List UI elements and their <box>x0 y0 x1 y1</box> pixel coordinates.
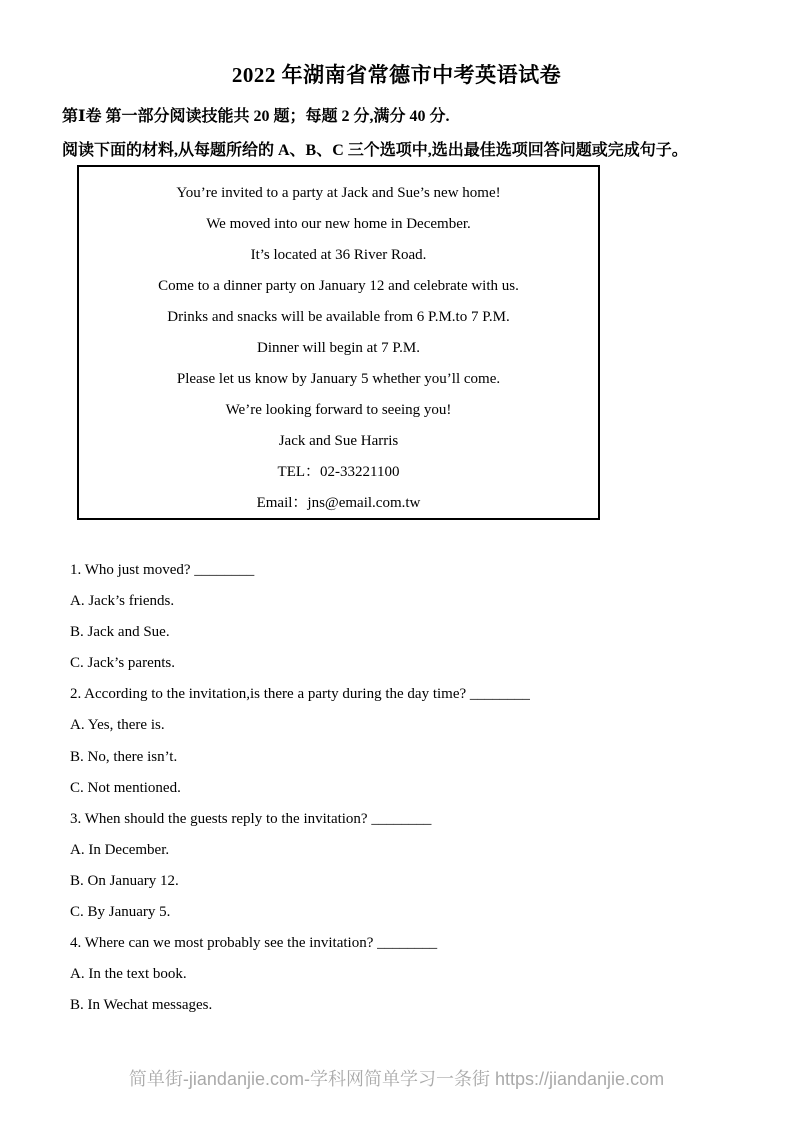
invitation-box <box>77 165 600 520</box>
invitation-line: Dinner will begin at 7 P.M. <box>257 340 420 356</box>
questions-section <box>70 555 757 1021</box>
invitation-line: We’re looking forward to seeing you! <box>225 402 452 418</box>
instruction-line: 第Ⅰ卷 第一部分阅读技能共 20 题；每题 2 分,满分 40 分. <box>62 108 450 125</box>
question-option: A. Jack’s friends. <box>70 593 175 610</box>
question-option: C. Jack’s parents. <box>70 655 175 672</box>
section-instructions <box>62 100 757 168</box>
question-prompt: 2. According to the invitation,is there a party during the day time? ________ <box>70 686 530 703</box>
invitation-line: TEL：02-33221100 <box>277 464 400 480</box>
instruction-line: 阅读下面的材料,从每题所给的 A、B、C 三个选项中,选出最佳选项回答问题或完成句子。 <box>62 142 688 159</box>
question-option: C. By January 5. <box>70 904 171 921</box>
invitation-line: Please let us know by January 5 whether you’ll come. <box>176 371 501 387</box>
question-prompt: 1. Who just moved? ________ <box>70 562 255 578</box>
invitation-line: Email：jns@email.com.tw <box>256 495 421 511</box>
watermark-footer: 简单街-jiandanjie.com-学科网简单学习一条街 https://jiandanjie.com <box>128 1069 665 1089</box>
question-prompt: 4. Where can we most probably see the invitation? ________ <box>70 935 438 952</box>
question-option: A. Yes, there is. <box>70 717 165 734</box>
question-option: B. On January 12. <box>70 872 179 889</box>
question-option: A. In December. <box>70 841 170 858</box>
invitation-line: Come to a dinner party on January 12 and celebrate with us. <box>158 278 519 294</box>
page-title: 2022 年湖南省常德市中考英语试卷 <box>231 63 562 87</box>
invitation-line: It’s located at 36 River Road. <box>250 247 427 263</box>
invitation-line: Jack and Sue Harris <box>278 433 399 449</box>
question-prompt: 3. When should the guests reply to the invitation? ________ <box>70 810 432 827</box>
question-option: B. In Wechat messages. <box>70 997 213 1014</box>
question-option: C. Not mentioned. <box>70 779 181 796</box>
invitation-line: We moved into our new home in December. <box>206 216 471 232</box>
invitation-line: You’re invited to a party at Jack and Sue’s new home! <box>176 185 501 201</box>
invitation-line: Drinks and snacks will be available from 6 P.M.to 7 P.M. <box>167 309 510 325</box>
question-option: A. In the text book. <box>70 966 187 983</box>
question-option: B. No, there isn’t. <box>70 748 178 765</box>
question-option: B. Jack and Sue. <box>70 624 170 641</box>
